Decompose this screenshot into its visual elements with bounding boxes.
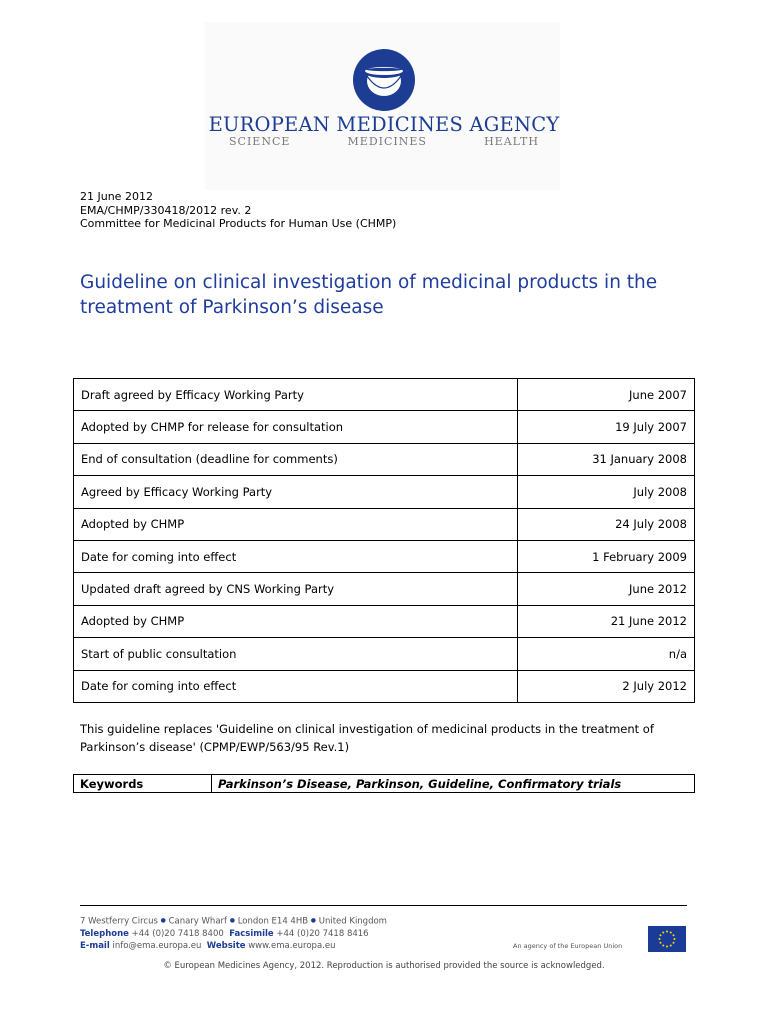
table-row bbox=[74, 443, 695, 475]
table-row bbox=[74, 638, 695, 670]
date-cell: n/a bbox=[518, 638, 695, 670]
document-meta bbox=[80, 190, 396, 231]
keywords-label: Keywords bbox=[74, 775, 212, 793]
event-cell: Date for coming into effect bbox=[74, 670, 518, 702]
phone-line bbox=[80, 928, 387, 940]
telephone-value: +44 (0)20 7418 8400 bbox=[131, 928, 224, 939]
event-cell: Start of public consultation bbox=[74, 638, 518, 670]
event-cell: Draft agreed by Efficacy Working Party bbox=[74, 379, 518, 411]
event-cell: Date for coming into effect bbox=[74, 540, 518, 572]
agency-tagline: SCIENCE MEDICINES HEALTH bbox=[229, 135, 539, 148]
table-row bbox=[74, 573, 695, 605]
history-table bbox=[73, 378, 695, 703]
event-cell: Adopted by CHMP bbox=[74, 605, 518, 637]
date-cell: 1 February 2009 bbox=[518, 540, 695, 572]
date-cell: 2 July 2012 bbox=[518, 670, 695, 702]
facsimile-label: Facsimile bbox=[229, 928, 274, 939]
bullet-icon: ● bbox=[310, 917, 317, 924]
footer-contact bbox=[80, 915, 387, 952]
table-row bbox=[74, 411, 695, 443]
table-row bbox=[74, 508, 695, 540]
address-area: Canary Wharf bbox=[168, 916, 228, 927]
table-row bbox=[74, 540, 695, 572]
date-cell: 31 January 2008 bbox=[518, 443, 695, 475]
table-row bbox=[74, 775, 695, 793]
event-cell: Agreed by Efficacy Working Party bbox=[74, 476, 518, 508]
table-row bbox=[74, 605, 695, 637]
event-cell: Updated draft agreed by CNS Working Party bbox=[74, 573, 518, 605]
table-row bbox=[74, 476, 695, 508]
date-cell: June 2007 bbox=[518, 379, 695, 411]
address-street: 7 Westferry Circus bbox=[80, 916, 158, 927]
website-link[interactable]: www.ema.europa.eu bbox=[248, 940, 336, 951]
document-title: Guideline on clinical investigation of medicinal products in the treatment of Parkinson’s disease bbox=[80, 272, 658, 318]
eu-flag-icon bbox=[648, 926, 686, 952]
bullet-icon: ● bbox=[160, 917, 166, 924]
date-cell: June 2012 bbox=[518, 573, 695, 605]
table-row bbox=[74, 379, 695, 411]
document-date: 21 June 2012 bbox=[80, 190, 153, 203]
telephone-label: Telephone bbox=[80, 928, 129, 939]
contact-line bbox=[80, 940, 387, 952]
copyright-notice: © European Medicines Agency, 2012. Reproduction is authorised provided the source is acknowledged. bbox=[163, 961, 605, 971]
address-country: United Kingdom bbox=[318, 916, 387, 927]
replaces-note: This guideline replaces 'Guideline on clinical investigation of medicinal products in the treatment of Parkinson’s disease' (CPMP/EWP/563/95 Rev.1) bbox=[80, 722, 654, 754]
email-label: E-mail bbox=[80, 940, 110, 951]
keywords-value: Parkinson’s Disease, Parkinson, Guideline, Confirmatory trials bbox=[212, 775, 695, 793]
date-cell: 19 July 2007 bbox=[518, 411, 695, 443]
email-link[interactable]: info@ema.europa.eu bbox=[112, 940, 202, 951]
address-city: London E14 4HB bbox=[237, 916, 309, 927]
date-cell: 21 June 2012 bbox=[518, 605, 695, 637]
keywords-table bbox=[73, 774, 695, 793]
eu-agency-text: An agency of the European Union bbox=[513, 942, 623, 950]
agency-name: EUROPEAN MEDICINES AGENCY bbox=[208, 113, 560, 136]
committee-name: Committee for Medicinal Products for Human Use (CHMP) bbox=[80, 217, 397, 230]
ema-logo-icon bbox=[352, 48, 416, 112]
facsimile-value: +44 (0)20 7418 8416 bbox=[276, 928, 369, 939]
address-line bbox=[80, 915, 387, 928]
website-label: Website bbox=[206, 940, 246, 951]
document-reference: EMA/CHMP/330418/2012 rev. 2 bbox=[80, 203, 252, 217]
date-cell: 24 July 2008 bbox=[518, 508, 695, 540]
table-row bbox=[74, 670, 695, 702]
event-cell: End of consultation (deadline for comments) bbox=[74, 443, 518, 475]
footer-divider bbox=[80, 905, 687, 906]
bullet-icon: ● bbox=[229, 917, 235, 924]
event-cell: Adopted by CHMP bbox=[74, 508, 518, 540]
event-cell: Adopted by CHMP for release for consultation bbox=[74, 411, 518, 443]
date-cell: July 2008 bbox=[518, 476, 695, 508]
